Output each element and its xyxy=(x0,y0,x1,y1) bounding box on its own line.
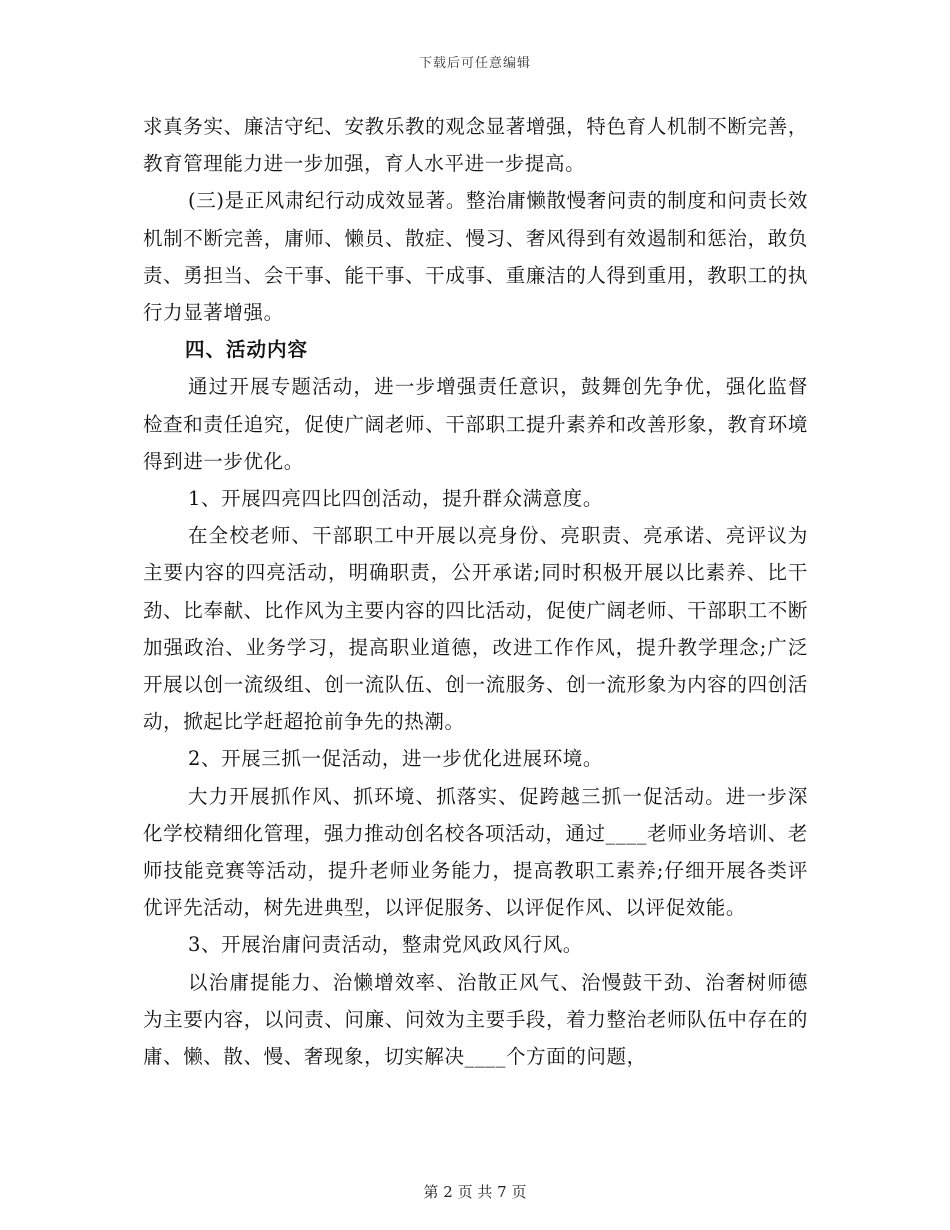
paragraph-continuation: 求真务实、廉洁守纪、安教乐教的观念显著增强，特色育人机制不断完善，教育管理能力进一步加强，育人水平进一步提高。 xyxy=(143,115,808,176)
paragraph-section-three: (三)是正风肃纪行动成效显著。整治庸懒散慢奢问责的制度和问责长效机制不断完善，庸师、懒员、散症、慢习、奢风得到有效遏制和惩治，敢负责、勇担当、会干事、能干事、干成事、重廉洁的人得到重用，教职工的执行力显著增强。 xyxy=(143,189,808,325)
item-3-title: 3、开展治庸问责活动，整肃党风政风行风。 xyxy=(188,933,583,957)
item-1-title: 1、开展四亮四比四创活动，提升群众满意度。 xyxy=(188,487,604,511)
section-heading-activity-content: 四、活动内容 xyxy=(185,338,309,362)
page-footer-page-number: 第 2 页 共 7 页 xyxy=(423,1183,527,1201)
item-2-body: 大力开展抓作风、抓环境、抓落实、促跨越三抓一促活动。进一步深化学校精细化管理，强力推动创名校各项活动，通过____老师业务培训、老师技能竞赛等活动，提升老师业务能力，提高教职工素养;仔细开展各类评优评先活动，树先进典型，以评促服务、以评促作风、以评促效能。 xyxy=(143,784,808,920)
item-2-title: 2、开展三抓一促活动，进一步优化进展环境。 xyxy=(188,747,604,771)
document-body xyxy=(143,108,808,1075)
item-3-body: 以治庸提能力、治懒增效率、治散正风气、治慢鼓干劲、治奢树师德为主要内容，以问责、问廉、问效为主要手段，着力整治老师队伍中存在的庸、懒、散、慢、奢现象，切实解决____个方面的问题， xyxy=(143,970,808,1069)
paragraph-activity-intro: 通过开展专题活动，进一步增强责任意识，鼓舞创先争优，强化监督检查和责任追究，促使广阔老师、干部职工提升素养和改善形象，教育环境得到进一步优化。 xyxy=(143,375,808,473)
page-header: 下载后可任意编辑 xyxy=(418,56,531,71)
item-1-body: 在全校老师、干部职工中开展以亮身份、亮职责、亮承诺、亮评议为主要内容的四亮活动，明确职责，公开承诺;同时积极开展以比素养、比干劲、比奉献、比作风为主要内容的四比活动，促使广阔老师、干部职工不断加强政治、业务学习，提高职业道德，改进工作作风，提升教学理念;广泛开展以创一流级组、创一流队伍、创一流服务、创一流形象为内容的四创活动，掀起比学赶超抢前争先的热潮。 xyxy=(143,524,808,734)
